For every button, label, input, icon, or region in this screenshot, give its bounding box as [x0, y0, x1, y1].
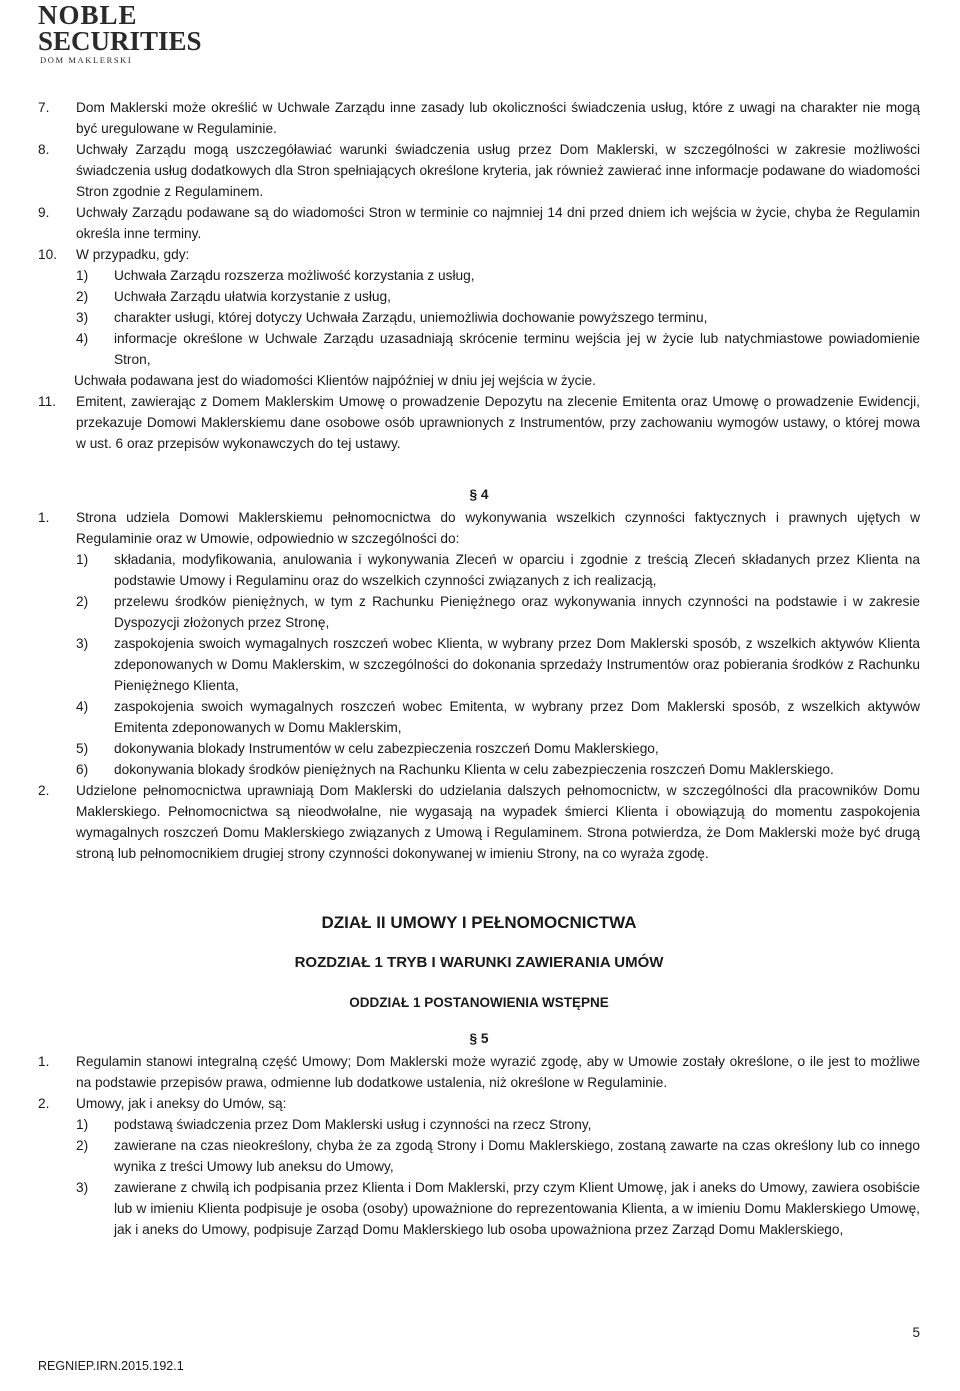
company-logo [38, 2, 208, 64]
closing-sentence: Uchwała podawana jest do wiadomości Klientów najpóźniej w dniu jej wejścia w życie. [74, 373, 596, 388]
page-number: 5 [912, 1325, 920, 1340]
sub-text: zaspokojenia swoich wymagalnych roszczeń wobec Klienta, w wybrany przez Dom Maklerski sposób, z wszelkich aktywów Klienta zdeponowanych w Domu Maklerskim, w szczególności do dokonania sprzedaży Instrumentów oraz pobierania środków z Rachunku Pieniężnego Klienta, [114, 636, 920, 693]
sub-text: dokonywania blokady środków pieniężnych na Rachunku Klienta w celu zabezpieczenia roszczeń Domu Maklerskiego. [114, 762, 834, 777]
sub-number: 1) [76, 268, 89, 283]
sub-item [76, 1177, 920, 1240]
list-number: 1. [38, 1054, 50, 1069]
list-item [38, 202, 920, 244]
list-number: 10. [38, 247, 58, 262]
paragraph-text: Uchwały Zarządu mogą uszczegóławiać warunki świadczenia usług przez Dom Maklerski, w szczególności w zakresie możliwości świadczenia usług dodatkowych dla Stron spełniających określone kryteria, jak również zawierać inne informacje podawane do wiadomości Stron zgodnie z Regulaminem. [76, 142, 920, 199]
sub-item [76, 1135, 920, 1177]
sub-text: podstawą świadczenia przez Dom Maklerski usług i czynności na rzecz Strony, [114, 1117, 592, 1132]
list-item [38, 97, 920, 139]
list-number: 2. [38, 1096, 50, 1111]
sub-number: 1) [76, 1117, 89, 1132]
list-item [38, 391, 920, 454]
logo-line-noble: NOBLE [38, 0, 138, 30]
sub-item [76, 549, 920, 591]
sub-text: zawierane z chwilą ich podpisania przez Klienta i Dom Maklerski, przy czym Klient Umowę, jak i aneks do Umowy, zawiera osobiście lub w imieniu Klienta podpisuje je osoba (osoby) upoważnione do reprezentowania Klienta, a w imieniu Domu Maklerskiego Umowę, jak i aneks do Umowy, podpisuje Zarząd Domu Maklerskiego lub osoba upoważniona przez Zarząd Domu Maklerskiego, [114, 1180, 920, 1237]
paragraph-text: Udzielone pełnomocnictwa uprawniają Dom Maklerski do udzielania dalszych pełnomocnictw, w szczególności dla pracowników Domu Maklerskiego. Pełnomocnictwa są nieodwołalne, nie wygasają na wypadek śmierci Klienta i obowiązują do momentu zaspokojenia wymagalnych roszczeń Domu Maklerskiego związanych z Umową i Regulaminem. Strona potwierdza, że Dom Maklerski może być drugą stroną lub pełnomocnikiem drugiej strony czynności dokonywanej w imieniu Strony, na co wyraża zgodę. [76, 783, 920, 861]
list-number: 9. [38, 205, 50, 220]
paragraph-text: Strona udziela Domowi Maklerskiemu pełnomocnictwa do wykonywania wszelkich czynności faktycznych i prawnych ujętych w Regulaminie oraz w Umowie, odpowiednio w szczególności do: [76, 510, 920, 546]
sub-item [76, 307, 920, 328]
list-number: 11. [38, 394, 57, 409]
sub-item [76, 759, 920, 780]
sub-number: 2) [76, 594, 89, 609]
sub-item [76, 265, 920, 286]
subchapter-heading: ODDZIAŁ 1 POSTANOWIENIA WSTĘPNE [349, 995, 609, 1010]
list-number: 1. [38, 510, 50, 525]
logo-line-securities: SECURITIES [38, 26, 202, 56]
list-number: 7. [38, 100, 50, 115]
section-title: § 5 [469, 1031, 489, 1046]
list-item [38, 1093, 920, 1240]
sub-text: Uchwała Zarządu ułatwia korzystanie z usług, [114, 289, 391, 304]
list-item [38, 139, 920, 202]
sub-text: składania, modyfikowania, anulowania i wykonywania Zleceń w oparciu i zgodnie z treścią Zleceń składanych przez Klienta na podstawie Umowy i Regulaminu oraz do wszelkich czynności związanych z ich realizacją, [114, 552, 920, 588]
sub-number: 4) [76, 699, 89, 714]
logo-line-dom-maklerski: DOM MAKLERSKI [40, 55, 133, 65]
sub-item [76, 1114, 920, 1135]
sub-text: przelewu środków pieniężnych, w tym z Rachunku Pieniężnego oraz wykonywania innych czynności na podstawie i w zakresie Dyspozycji złożonych przez Stronę, [114, 594, 920, 630]
sub-text: Uchwała Zarządu rozszerza możliwość korzystania z usług, [114, 268, 475, 283]
paragraph-text: Regulamin stanowi integralną część Umowy; Dom Maklerski może wyrazić zgodę, aby w Umowie zostały określone, o ile jest to możliwe na podstawie przepisów prawa, odmienne lub dodatkowe ustalenia, niż określone w Regulaminie. [76, 1054, 920, 1090]
sub-item [76, 328, 920, 370]
sub-text: zaspokojenia swoich wymagalnych roszczeń wobec Emitenta, w wybrany przez Dom Maklerski sposób, z wszelkich aktywów Emitenta zdeponowanych w Domu Maklerskim, [114, 699, 920, 735]
list-item [38, 780, 920, 864]
list-item [38, 244, 920, 370]
sub-item [76, 633, 920, 696]
sub-number: 3) [76, 310, 89, 325]
sub-number: 2) [76, 1138, 89, 1153]
section-title: § 4 [469, 487, 489, 502]
paragraph-text: Umowy, jak i aneksy do Umów, są: [76, 1096, 287, 1111]
sub-number: 4) [76, 331, 89, 346]
list-item [38, 507, 920, 780]
sub-item [76, 286, 920, 307]
sub-text: zawierane na czas nieokreślony, chyba że za zgodą Strony i Domu Maklerskiego, zostaną zawarte na czas określony lub co innego wynika z treści Umowy lub aneksu do Umowy, [114, 1138, 920, 1174]
document-code: REGNIEP.IRN.2015.192.1 [38, 1359, 184, 1373]
list-number: 8. [38, 142, 50, 157]
list-number: 2. [38, 783, 50, 798]
sub-item [76, 738, 920, 759]
sub-number: 1) [76, 552, 89, 567]
chapter-heading: ROZDZIAŁ 1 TRYB I WARUNKI ZAWIERANIA UMÓW [294, 954, 664, 971]
sub-number: 5) [76, 741, 89, 756]
sub-item [76, 591, 920, 633]
sub-text: dokonywania blokady Instrumentów w celu zabezpieczenia roszczeń Domu Maklerskiego, [114, 741, 659, 756]
sub-text: charakter usługi, której dotyczy Uchwała Zarządu, uniemożliwia dochowanie powyższego terminu, [114, 310, 708, 325]
division-heading: DZIAŁ II UMOWY I PEŁNOMOCNICTWA [321, 913, 637, 932]
sub-item [76, 696, 920, 738]
list-item [38, 1051, 920, 1093]
sub-number: 6) [76, 762, 89, 777]
paragraph-text: Emitent, zawierając z Domem Maklerskim Umowę o prowadzenie Depozytu na zlecenie Emitenta oraz Umowę o prowadzenie Ewidencji, przekazuje Domowi Maklerskiemu dane osobowe osób uprawnionych z Instrumentów, przy zachowaniu wymogów ustawy, o której mowa w ust. 6 oraz przepisów wykonawczych do tej ustawy. [76, 394, 920, 451]
paragraph-text: W przypadku, gdy: [76, 247, 190, 262]
sub-number: 2) [76, 289, 89, 304]
sub-number: 3) [76, 1180, 89, 1195]
paragraph-text: Dom Maklerski może określić w Uchwale Zarządu inne zasady lub okoliczności świadczenia usług, które z uwagi na charakter nie mogą być uregulowane w Regulaminie. [76, 100, 920, 136]
document-body [38, 97, 920, 1240]
sub-number: 3) [76, 636, 89, 651]
paragraph-text: Uchwały Zarządu podawane są do wiadomości Stron w terminie co najmniej 14 dni przed dniem ich wejścia w życie, chyba że Regulamin określa inne terminy. [76, 205, 920, 241]
sub-text: informacje określone w Uchwale Zarządu uzasadniają skrócenie terminu wejścia jej w życie lub natychmiastowe powiadomienie Stron, [114, 331, 920, 367]
